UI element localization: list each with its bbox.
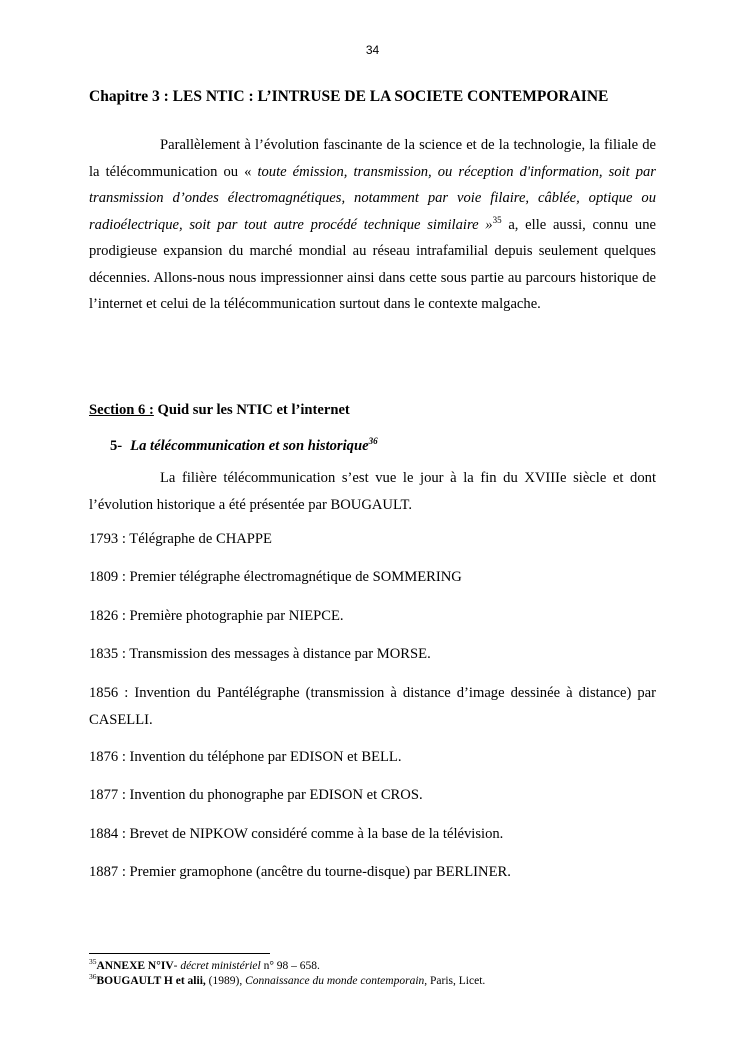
section-heading	[89, 402, 350, 419]
footnote-bold: BOUGAULT H et alii,	[96, 975, 206, 987]
intro-text-before: Parallèlement à l’évolution fascinante de la science et de la technologie, la filiale de la télécommunication ou «	[89, 137, 656, 180]
timeline-item: 1793 : Télégraphe de CHAPPE	[89, 531, 272, 547]
subsection-heading	[110, 438, 378, 455]
footnote-number: 36	[89, 972, 97, 982]
footnote-rest: , Paris, Licet.	[424, 975, 486, 987]
footnote-rest: n° 98 – 658.	[260, 960, 320, 972]
footnote-number: 35	[89, 957, 97, 967]
footnote-35	[89, 957, 320, 972]
timeline-item: 1876 : Invention du téléphone par EDISON et BELL.	[89, 749, 402, 765]
timeline-item: 1809 : Premier télégraphe électromagnétique de SOMMERING	[89, 569, 462, 585]
chapter-title: Chapitre 3 : LES NTIC : L’INTRUSE DE LA SOCIETE CONTEMPORAINE	[89, 88, 609, 105]
timeline-item: 1887 : Premier gramophone (ancêtre du tourne-disque) par BERLINER.	[89, 864, 511, 880]
footnote-separator	[89, 953, 270, 954]
intro-paragraph	[89, 132, 656, 318]
footnote-ref-35[interactable]: 35	[492, 214, 502, 225]
subsection-paragraph: La filière télécommunication s’est vue le jour à la fin du XVIIIe siècle et dont l’évolution historique a été présentée par BOUGAULT.	[89, 470, 656, 513]
footnote-year: (1989),	[205, 975, 246, 987]
section-title: Quid sur les NTIC et l’internet	[153, 402, 350, 418]
intro-quote-close: »	[478, 216, 493, 233]
timeline-item: 1856 : Invention du Pantélégraphe (transmission à distance d’image dessinée à distance) par CASELLI.	[89, 685, 656, 728]
timeline-item: 1835 : Transmission des messages à distance par MORSE.	[89, 646, 431, 662]
page-number: 34	[365, 43, 380, 57]
intro-text-after: a, elle aussi, connu une prodigieuse expansion du marché mondial au réseau intrafamilial depuis seulement quelques décennies. Allons-nous nous impressionner ainsi dans cette sous partie au parcours historique de l’internet et celui de la télécommunication surtout dans le contexte malgache.	[89, 216, 656, 312]
subsection-number: 5-	[110, 438, 123, 454]
section-label: Section 6 :	[89, 402, 154, 418]
footnote-italic: - décret ministériel	[173, 960, 261, 972]
timeline-item: 1826 : Première photographie par NIEPCE.	[89, 608, 344, 624]
footnote-36	[89, 972, 486, 987]
subsection-title: La télécommunication et son historique	[130, 438, 369, 454]
timeline-item: 1884 : Brevet de NIPKOW considéré comme à la base de la télévision.	[89, 826, 504, 842]
footnote-ref-36[interactable]: 36	[368, 436, 378, 447]
timeline-item: 1877 : Invention du phonographe par EDISON et CROS.	[89, 787, 423, 803]
intro-quote: toute émission, transmission, ou réception d'information, soit par transmission d’ondes électromagnétiques, notamment par voie filaire, câblée, optique ou radioélectrique, soit par tout autre procédé technique similaire	[89, 163, 656, 233]
footnote-italic: Connaissance du monde contemporain	[245, 975, 425, 987]
footnote-bold: ANNEXE N°IV	[96, 960, 174, 972]
